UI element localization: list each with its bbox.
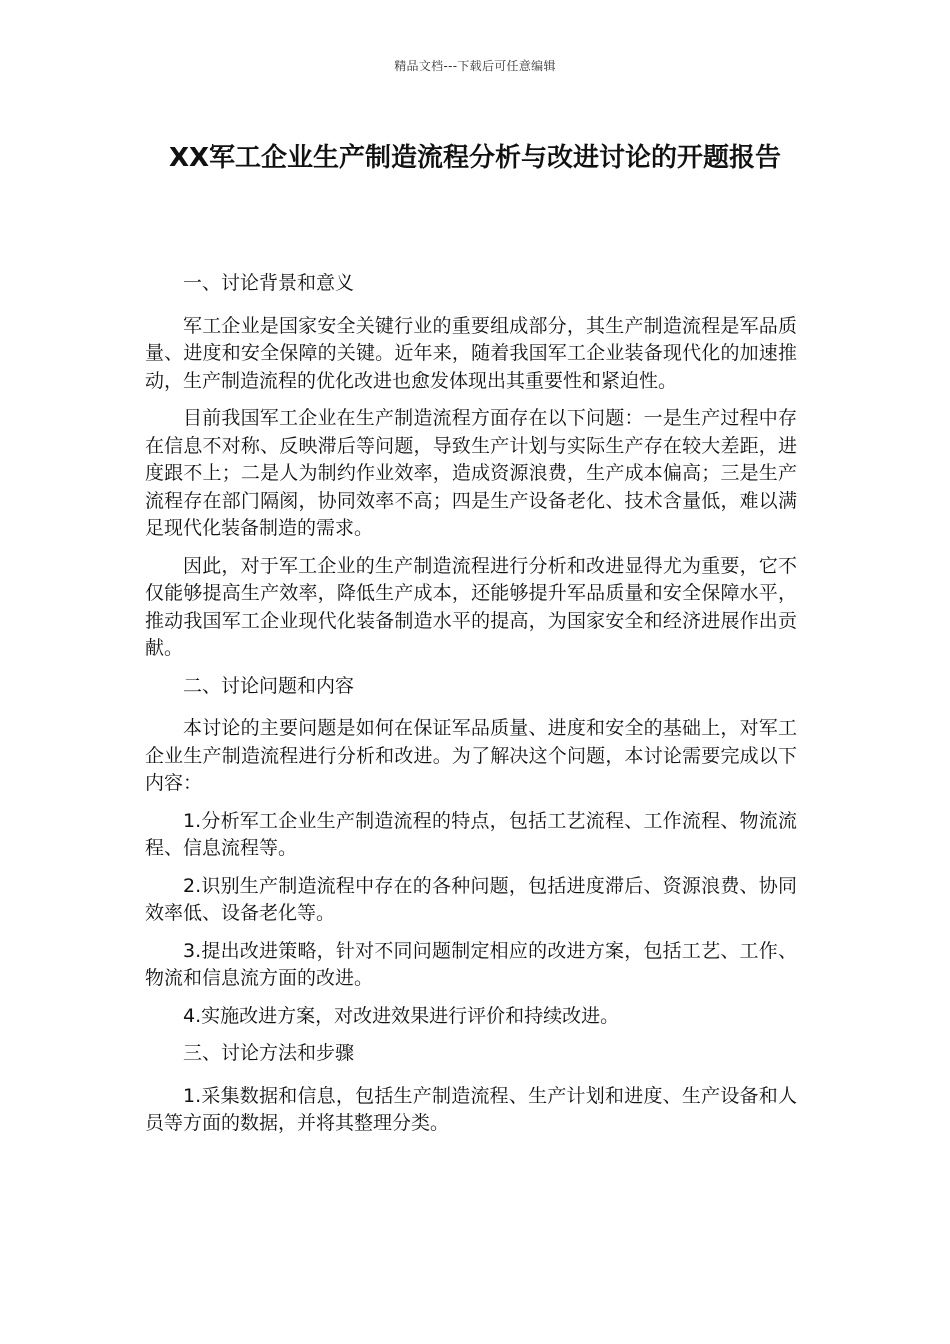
paragraph-main-problem: 本讨论的主要问题是如何在保证军品质量、进度和安全的基础上，对军工企业生产制造流程进行分析和改进。为了解决这个问题，本讨论需要完成以下内容： bbox=[145, 717, 797, 794]
section-heading-problems-content: 二、讨论问题和内容 bbox=[183, 674, 355, 697]
list-item-strategy: 3.提出改进策略，针对不同问题制定相应的改进方案，包括工艺、工作、物流和信息流方面的改进。 bbox=[145, 939, 797, 989]
paragraph-current-problems: 目前我国军工企业在生产制造流程方面存在以下问题：一是生产过程中存在信息不对称、反映滞后等问题，导致生产计划与实际生产存在较大差距，进度跟不上；二是人为制约作业效率，造成资源浪费，生产成本偏高；三是生产流程存在部门隔阂，协同效率不高；四是生产设备老化、技术含量低，难以满足现代化装备制造的需求。 bbox=[145, 407, 797, 539]
list-item-implement: 4.实施改进方案，对改进效果进行评价和持续改进。 bbox=[183, 1004, 620, 1027]
section-heading-background: 一、讨论背景和意义 bbox=[183, 272, 355, 294]
section-heading-methods: 三、讨论方法和步骤 bbox=[183, 1042, 355, 1064]
header-note: 精品文档---下载后可任意编辑 bbox=[394, 59, 556, 73]
document-body bbox=[145, 270, 797, 1148]
list-item-identify: 2.识别生产制造流程中存在的各种问题，包括进度滞后、资源浪费、协同效率低、设备老化等。 bbox=[145, 874, 797, 924]
list-item-collect-data: 1.采集数据和信息，包括生产制造流程、生产计划和进度、生产设备和人员等方面的数据，并将其整理分类。 bbox=[145, 1084, 797, 1134]
list-item-analyze: 1.分析军工企业生产制造流程的特点，包括工艺流程、工作流程、物流流程、信息流程等。 bbox=[145, 809, 797, 859]
document-title: XX军工企业生产制造流程分析与改进讨论的开题报告 bbox=[168, 143, 782, 173]
paragraph-importance: 因此，对于军工企业的生产制造流程进行分析和改进显得尤为重要，它不仅能够提高生产效率，降低生产成本，还能够提升军品质量和安全保障水平，推动我国军工企业现代化装备制造水平的提高，为国家安全和经济进展作出贡献。 bbox=[145, 554, 797, 659]
paragraph-background-significance: 军工企业是国家安全关键行业的重要组成部分，其生产制造流程是军品质量、进度和安全保障的关键。近年来，随着我国军工企业装备现代化的加速推动，生产制造流程的优化改进也愈发体现出其重要性和紧迫性。 bbox=[145, 314, 797, 392]
